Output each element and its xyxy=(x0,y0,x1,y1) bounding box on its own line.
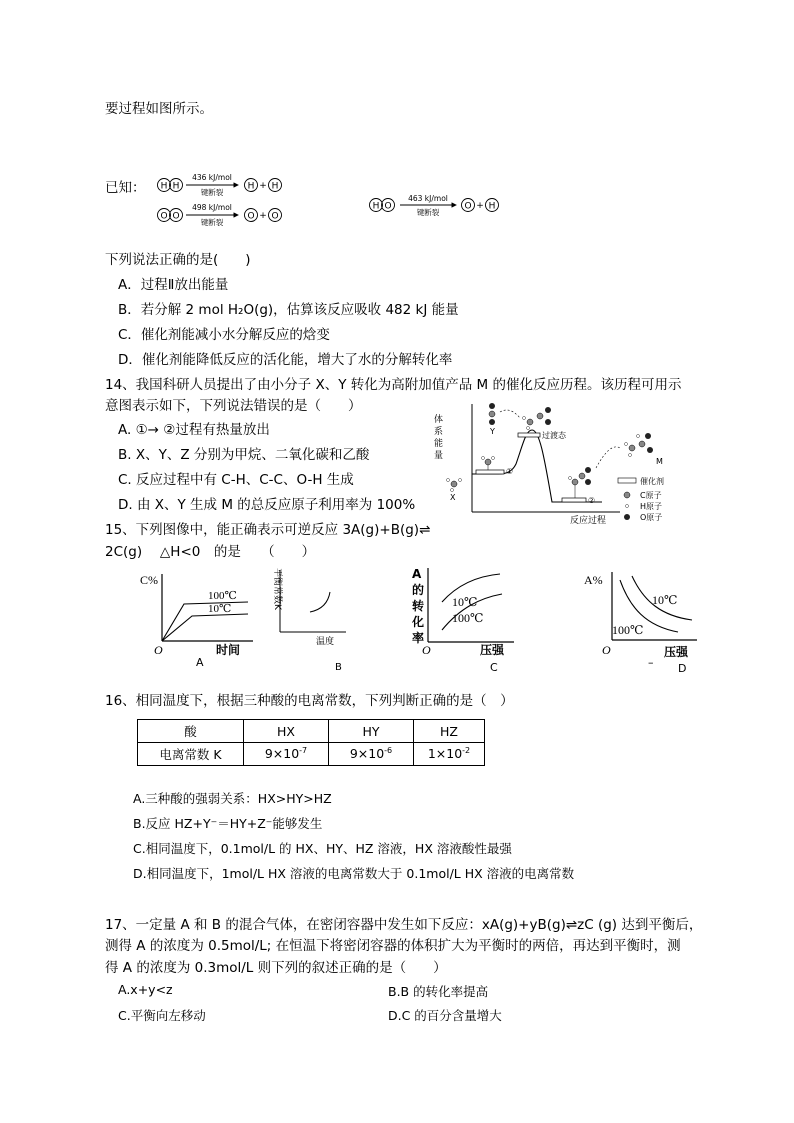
q13-option-b: B．若分解 2 mol H₂O(g)，估算该反应吸收 482 kJ 能量 xyxy=(118,302,459,318)
q16-option-d: D.相同温度下，1mol/L HX 溶液的电离常数大于 0.1mol/L HX 溶液的电离常数 xyxy=(133,866,575,881)
svg-text:O: O xyxy=(271,211,279,222)
svg-text:系: 系 xyxy=(434,427,444,437)
q16-option-a: A.三种酸的强弱关系：HX>HY>HZ xyxy=(133,791,332,806)
table-row-label: 电离常数 K xyxy=(138,743,244,766)
svg-text:+: + xyxy=(259,211,267,221)
q13-option-d: D．催化剂能降低反应的活化能，增大了水的分解转化率 xyxy=(118,352,453,368)
svg-text:O: O xyxy=(160,211,168,222)
molecule-state-1 xyxy=(482,457,495,471)
svg-text:键断裂: 键断裂 xyxy=(416,208,440,217)
svg-text:X: X xyxy=(450,493,456,502)
table-header-acid: 酸 xyxy=(138,720,244,743)
molecule-x xyxy=(447,479,462,503)
svg-text:H原子: H原子 xyxy=(640,502,663,511)
svg-text:H: H xyxy=(372,201,380,212)
svg-text:C: C xyxy=(490,661,498,674)
q16-stem: 16、相同温度下，根据三种酸的电离常数，下列判断正确的是（ ） xyxy=(105,693,514,709)
svg-text:体: 体 xyxy=(434,415,444,425)
svg-text:M: M xyxy=(656,457,663,466)
svg-text:100℃: 100℃ xyxy=(612,623,644,637)
table-header-hx: HX xyxy=(244,720,329,743)
q17-line3: 得 A 的浓度为 0.3mol/L 则下列的叙述正确的是（ ） xyxy=(105,960,447,976)
svg-text:O: O xyxy=(422,643,431,657)
bond-hh xyxy=(158,173,282,197)
svg-text:100℃: 100℃ xyxy=(452,611,484,625)
molecule-ts xyxy=(523,407,552,430)
q15-stem-line1: 15、下列图像中，能正确表示可逆反应 3A(g)+B(g)⇌ xyxy=(105,522,431,538)
svg-text:H: H xyxy=(271,181,279,192)
q13-stem: 下列说法正确的是( ) xyxy=(105,252,251,268)
transition-state-label: 过渡态 xyxy=(542,431,566,440)
q16-option-b: B.反应 HZ+Y⁻＝HY+Z⁻能够发生 xyxy=(133,816,323,831)
svg-text:催化剂: 催化剂 xyxy=(640,477,664,486)
q13-option-a: A．过程Ⅱ放出能量 xyxy=(118,277,229,293)
molecule-m xyxy=(625,433,664,466)
table-header-hy: HY xyxy=(329,720,414,743)
svg-text:Y: Y xyxy=(490,427,495,436)
table-cell-hz: $1\times 10^{-2}$ xyxy=(414,743,485,766)
catalyst-bar-2 xyxy=(562,498,586,502)
q17-option-c: C.平衡向左移动 xyxy=(118,1008,206,1023)
svg-text:时间: 时间 xyxy=(216,643,241,657)
svg-text:B: B xyxy=(335,662,342,672)
q15-graph-d xyxy=(582,568,700,674)
svg-text:键断裂: 键断裂 xyxy=(200,188,224,197)
q17-line2: 测得 A 的浓度为 0.5mol/L; 在恒温下将密闭容器的体积扩大为平衡时的两倍，再达到平衡时，测 xyxy=(105,938,681,954)
bond-ho xyxy=(370,194,499,217)
table-cell-hy: $9\times 10^{-6}$ xyxy=(329,743,414,766)
svg-text:温度: 温度 xyxy=(316,637,335,647)
svg-text:498 kJ/mol: 498 kJ/mol xyxy=(192,203,232,212)
q15-graph-b xyxy=(264,562,364,672)
q14-stem-line1: 14、我国科研人员提出了由小分子 X、Y 转化为高附加值产品 M 的催化反应历程。该历程可用示 xyxy=(105,377,682,393)
svg-text:量: 量 xyxy=(434,451,444,461)
x-axis-label: 反应过程 xyxy=(570,516,607,526)
q14-reaction-diagram xyxy=(420,392,710,532)
svg-text:C%: C% xyxy=(140,573,158,587)
svg-text:的: 的 xyxy=(412,583,425,597)
q15-graph-c xyxy=(406,562,516,674)
q13-option-c: C．催化剂能减小水分解反应的焓变 xyxy=(118,327,330,343)
svg-text:率: 率 xyxy=(412,631,425,645)
svg-text:100℃: 100℃ xyxy=(208,590,237,602)
q16-option-c: C.相同温度下，0.1mol/L 的 HX、HY、HZ 溶液，HX 溶液酸性最强 xyxy=(133,841,512,856)
bond-energy-diagram xyxy=(150,168,530,228)
svg-text:A: A xyxy=(196,656,204,669)
catalyst-bar-1 xyxy=(476,470,504,474)
svg-text:H: H xyxy=(160,181,168,192)
table-cell-hx: $9\times 10^{-7}$ xyxy=(244,743,329,766)
q15-graph-a xyxy=(138,566,258,671)
svg-text:能: 能 xyxy=(434,439,444,449)
svg-text:①: ① xyxy=(506,467,514,476)
svg-text:H: H xyxy=(172,181,180,192)
intro-text: 要过程如图所示。 xyxy=(105,101,213,117)
q17-line1: 17、一定量 A 和 B 的混合气体，在密闭容器中发生如下反应：xA(g)+yB(g)⇌zC (g) 达到平衡后， xyxy=(105,917,703,933)
q14-option-b: B. X、Y、Z 分别为甲烷、二氧化碳和乙酸 xyxy=(118,447,370,463)
svg-text:②: ② xyxy=(588,496,596,505)
known-label: 已知： xyxy=(105,180,146,196)
svg-text:+: + xyxy=(259,181,267,191)
svg-text:化: 化 xyxy=(412,615,425,629)
q14-stem-line2: 意图表示如下，下列说法错误的是（ ） xyxy=(105,398,362,414)
q14-option-d: D. 由 X、Y 生成 M 的总反应原子利用率为 100% xyxy=(118,497,416,513)
svg-text:10℃: 10℃ xyxy=(208,603,232,615)
svg-text:10℃: 10℃ xyxy=(652,593,678,607)
y-axis-label xyxy=(434,413,443,461)
svg-text:压强: 压强 xyxy=(664,645,689,659)
svg-text:O: O xyxy=(247,211,255,222)
q17-option-b: B.B 的转化率提高 xyxy=(388,984,489,999)
svg-text:O: O xyxy=(464,201,472,212)
svg-text:转: 转 xyxy=(412,599,425,613)
svg-text:H: H xyxy=(488,201,496,212)
svg-text:10℃: 10℃ xyxy=(452,595,478,609)
table-header-hz: HZ xyxy=(414,720,485,743)
bond-oo xyxy=(158,203,282,227)
svg-text:O: O xyxy=(384,201,392,212)
q16-ionization-table xyxy=(137,719,485,766)
svg-text:A%: A% xyxy=(584,573,603,587)
svg-text:–: – xyxy=(648,656,654,669)
energy-curve xyxy=(472,430,602,502)
q17-option-d: D.C 的百分含量增大 xyxy=(388,1008,502,1023)
svg-text:平衡常数K: 平衡常数K xyxy=(272,568,282,610)
catalyst-bar-ts xyxy=(518,433,540,437)
q17-option-a: A.x+y<z xyxy=(118,982,173,997)
q14-option-a: A. ①→ ②过程有热量放出 xyxy=(118,422,270,438)
svg-text:A: A xyxy=(412,567,422,581)
table-row xyxy=(138,743,485,766)
svg-text:463 kJ/mol: 463 kJ/mol xyxy=(408,194,448,203)
svg-text:C原子: C原子 xyxy=(640,491,662,500)
svg-text:键断裂: 键断裂 xyxy=(200,218,224,227)
molecule-state-2 xyxy=(569,447,621,498)
svg-text:O: O xyxy=(602,643,611,657)
table-row xyxy=(138,720,485,743)
svg-text:+: + xyxy=(476,201,484,211)
svg-text:436 kJ/mol: 436 kJ/mol xyxy=(192,173,232,182)
svg-text:压强: 压强 xyxy=(480,643,505,657)
diagram-legend xyxy=(618,476,664,522)
svg-text:H: H xyxy=(247,181,255,192)
q15-stem-line2: 2C(g) △H<0 的是 （ ） xyxy=(105,544,316,560)
q14-option-c: C. 反应过程中有 C-H、C-C、O-H 生成 xyxy=(118,472,354,488)
svg-text:D: D xyxy=(678,662,687,674)
svg-text:O: O xyxy=(154,643,163,657)
molecule-y xyxy=(489,403,520,436)
svg-text:O: O xyxy=(172,211,180,222)
svg-text:O原子: O原子 xyxy=(640,513,663,522)
